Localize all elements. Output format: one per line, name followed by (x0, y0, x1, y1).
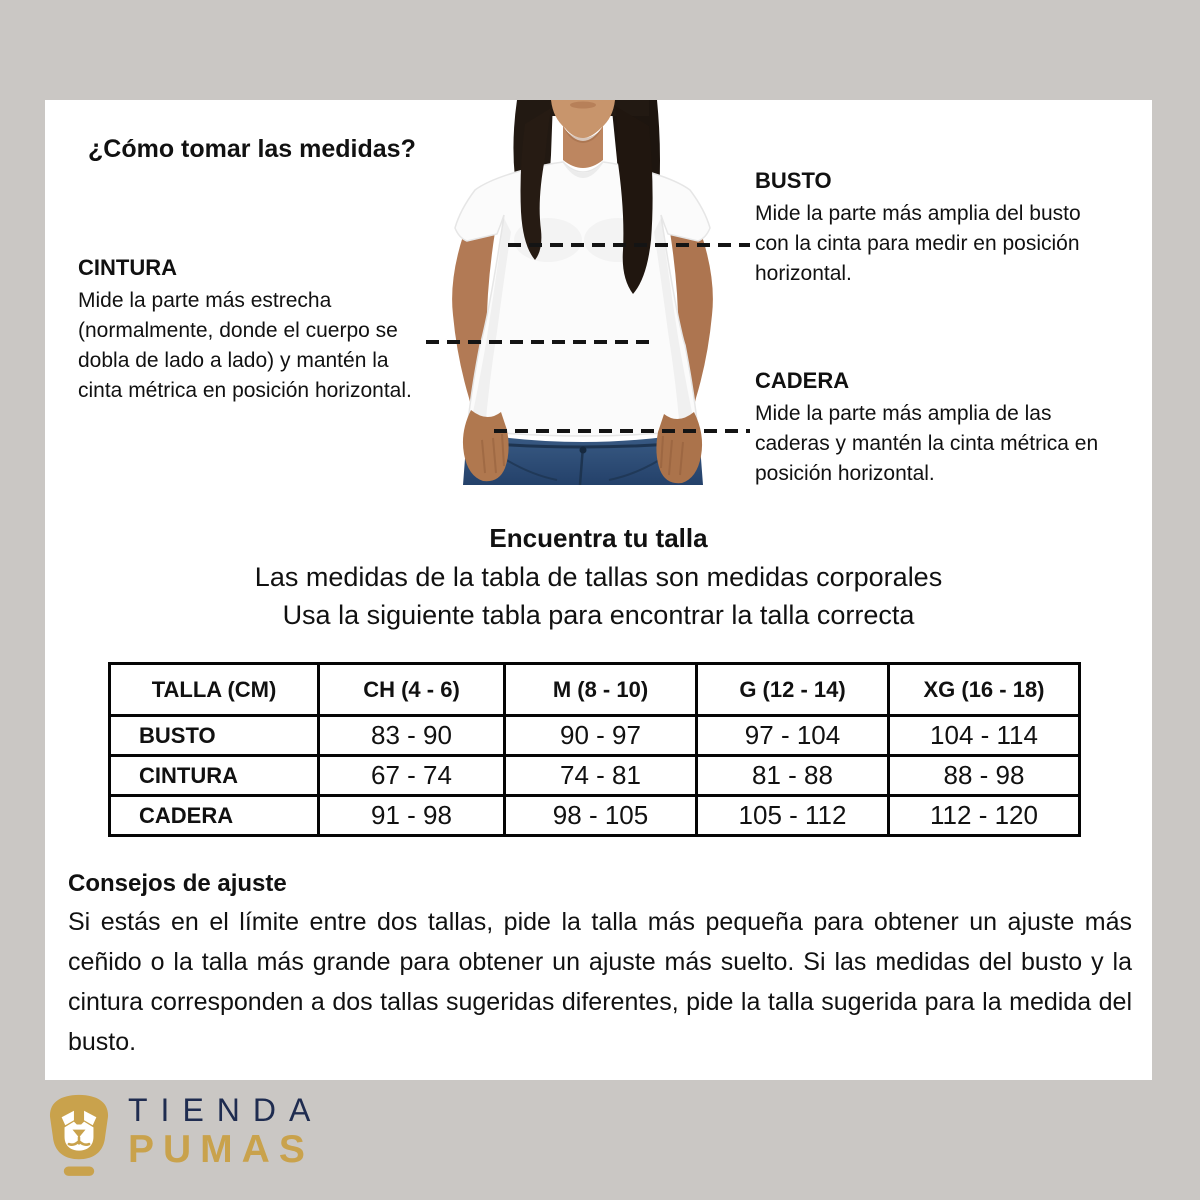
cadera-description: Mide la parte más amplia de las caderas y mantén la cinta métrica en posición horizontal. (755, 402, 1099, 486)
size-table-row-cadera (110, 796, 1080, 836)
table-cell: 67 - 74 (319, 756, 505, 796)
row-label: CADERA (110, 796, 319, 836)
waist-measure-line (426, 340, 654, 344)
table-cell: 105 - 112 (697, 796, 889, 836)
busto-heading: BUSTO (755, 168, 832, 193)
table-cell: 104 - 114 (889, 716, 1080, 756)
size-guide-card (45, 100, 1152, 1080)
busto-description: Mide la parte más amplia del busto con la cinta para medir en posición horizontal. (755, 202, 1081, 286)
hip-measure-line (494, 429, 750, 433)
table-cell: 97 - 104 (697, 716, 889, 756)
fit-advice-title: Consejos de ajuste (68, 870, 287, 897)
row-label: CINTURA (110, 756, 319, 796)
size-table-header-xg: XG (16 - 18) (889, 664, 1080, 716)
pumas-logo-icon (42, 1092, 116, 1186)
measurement-label-busto (755, 168, 1117, 289)
model-photo (405, 100, 760, 485)
size-table-header-ch: CH (4 - 6) (319, 664, 505, 716)
size-table-row-cintura (110, 756, 1080, 796)
brand-name-tienda: TIENDA (128, 1092, 324, 1128)
table-cell: 83 - 90 (319, 716, 505, 756)
table-cell: 91 - 98 (319, 796, 505, 836)
size-table (108, 662, 1081, 837)
model-tshirt (455, 160, 710, 436)
cadera-heading: CADERA (755, 368, 850, 393)
row-label: BUSTO (110, 716, 319, 756)
measurement-label-cadera (755, 368, 1125, 489)
page-title: ¿Cómo tomar las medidas? (88, 135, 416, 163)
find-size-title: Encuentra tu talla (489, 523, 708, 553)
brand-name-pumas: PUMAS (128, 1128, 314, 1171)
measurement-label-cintura (78, 255, 423, 406)
size-table-header-m: M (8 - 10) (505, 664, 697, 716)
size-table-row-busto (110, 716, 1080, 756)
cintura-description: Mide la parte más estrecha (normalmente, donde el cuerpo se dobla de lado a lado) y mantén la cinta métrica en posición horizontal. (78, 289, 412, 403)
model-face (551, 100, 615, 168)
size-table-header-g: G (12 - 14) (697, 664, 889, 716)
table-cell: 88 - 98 (889, 756, 1080, 796)
table-cell: 98 - 105 (505, 796, 697, 836)
table-cell: 90 - 97 (505, 716, 697, 756)
cintura-heading: CINTURA (78, 255, 177, 280)
brand-logo-text (128, 1094, 323, 1169)
find-size-line1: Las medidas de la tabla de tallas son medidas corporales (254, 562, 943, 592)
find-size-line2: Usa la siguiente tabla para encontrar la talla correcta (282, 600, 915, 630)
table-cell: 112 - 120 (889, 796, 1080, 836)
bust-measure-line (508, 243, 750, 247)
table-cell: 81 - 88 (697, 756, 889, 796)
table-cell: 74 - 81 (505, 756, 697, 796)
size-table-header-talla: TALLA (CM) (110, 664, 319, 716)
fit-advice-body: Si estás en el límite entre dos tallas, pide la talla más pequeña para obtener un ajuste más ceñido o la talla más grande para obtener un ajuste más suelto. Si las medidas del busto y la cintura corresponden a dos tallas sugeridas diferentes, pide la talla sugerida para la medida del busto. (68, 908, 1132, 1056)
size-table-header-row (110, 664, 1080, 716)
